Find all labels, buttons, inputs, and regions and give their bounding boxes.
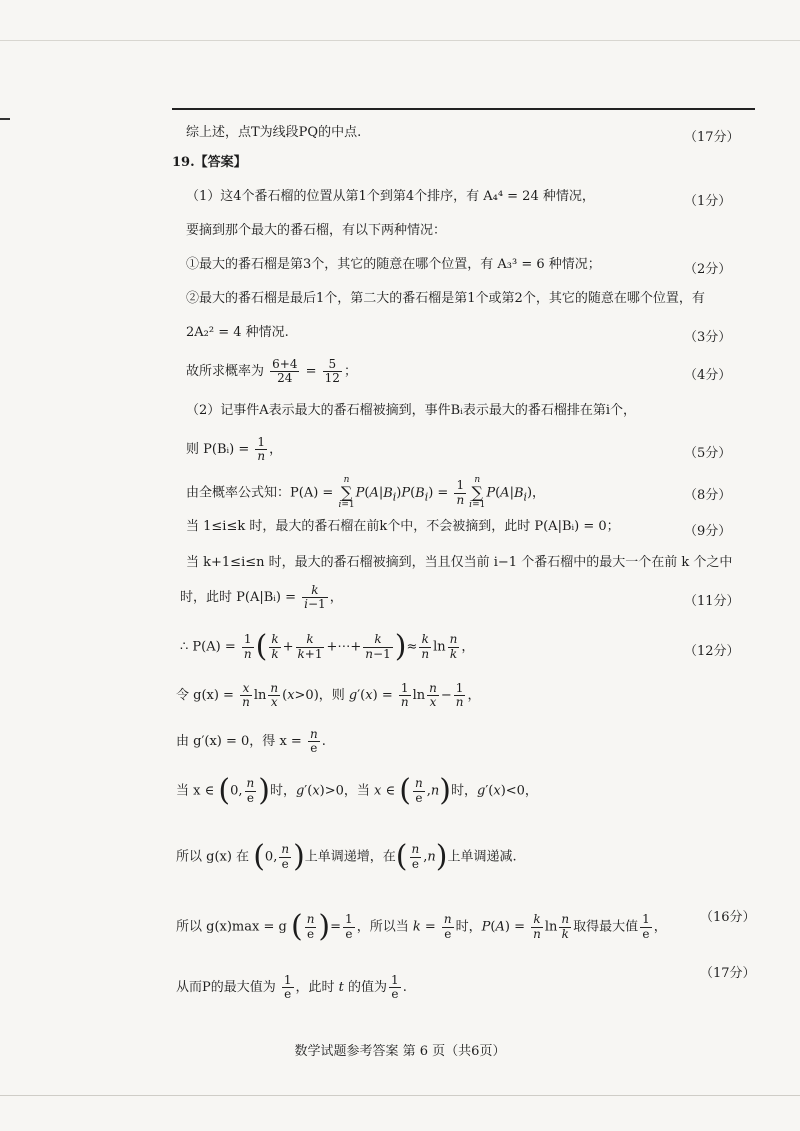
critical-point: 由 g′(x) = 0，得 x = $\frac{n}{e}$ . bbox=[176, 727, 326, 756]
case-small-i: 当 1≤i≤k 时，最大的番石榴在前k个中，不会被摘到，此时 P(A|Bᵢ) = 0； bbox=[186, 519, 620, 534]
final-label: 从而P的最大值为 bbox=[176, 980, 276, 996]
total-probability-line: 由全概率公式知：P(A) = n ∑ $i=1P(A|B_i)P(B_i)$ = $\frac{1}{n}$ n ∑ $i=1P(A|B_i)$， bbox=[186, 475, 546, 510]
fraction-b bbox=[323, 358, 342, 385]
part2-intro: （2）记事件A表示最大的番石榴被摘到，事件Bᵢ表示最大的番石榴排在第i个， bbox=[186, 403, 636, 418]
total-prob-label: 由全概率公式知：P(A) = bbox=[186, 485, 334, 501]
pb-line: 则 P(Bᵢ) = $\frac{1}{n}$ ， bbox=[186, 435, 283, 464]
fraction-b-den: 12 bbox=[324, 371, 340, 386]
maximum-line: 所以 g(x)max = g ( $\frac{n}{e}$ )= $\frac{1}{e}$ ，所以当 k = $\frac{n}{e}$ 时，P(A) = $\frac{k}{n}$ ln $\frac{n}{k}$ 取得最大值 $\frac{1}{e}$ ， bbox=[176, 909, 667, 944]
critical-label: 由 g′(x) = 0，得 x = bbox=[176, 734, 302, 750]
g-definition: 令 g(x) = $\frac{x}{n}$ ln $\frac{n}{x}$ (x>0)，则 g′(x) = $\frac{1}{n}$ ln $\frac{n}{x}$ − $\frac{1}{n}$ ， bbox=[176, 681, 481, 710]
g-label: 令 g(x) = bbox=[176, 688, 234, 704]
conditional-line: 时，此时 P(A|Bᵢ) = $\frac{k}{i-1}$ ， bbox=[180, 583, 343, 612]
probability-label: 故所求概率为 bbox=[186, 364, 265, 380]
score-9: （9分） bbox=[684, 524, 732, 539]
fraction-b-num: 5 bbox=[328, 357, 337, 371]
case-large-i: 当 k+1≤i≤n 时，最大的番石榴被摘到，当且仅当前 i−1 个番石榴中的最大一个在前 k 个之中 bbox=[186, 555, 733, 570]
score-12: （12分） bbox=[684, 644, 740, 659]
final-line: 从而P的最大值为 $\frac{1}{e}$ ，此时 t 的值为 $\frac{1}{e}$ . bbox=[176, 973, 407, 1002]
header-rule bbox=[172, 108, 755, 110]
page-footer: 数学试题参考答案 第 6 页（共6页） bbox=[294, 1044, 506, 1059]
pb-frac: $\frac{1}{n}$ bbox=[257, 435, 266, 464]
pb-label: 则 P(Bᵢ) = bbox=[186, 442, 250, 458]
answer-heading: 19.【答案】 bbox=[172, 155, 247, 170]
score-4: （4分） bbox=[684, 368, 732, 383]
scan-top-strip bbox=[0, 0, 800, 41]
conclusion-line: 综上述，点T为线段PQ的中点. bbox=[186, 125, 362, 140]
score-11: （11分） bbox=[684, 594, 740, 609]
probability-line: 故所求概率为 $\frac{6+4}{24}$ = $\frac{5}{12}$ ； bbox=[186, 357, 357, 386]
score-8: （8分） bbox=[684, 488, 732, 503]
sign-label: 当 x ∈ bbox=[176, 783, 215, 799]
score-17b: （17分） bbox=[700, 966, 756, 981]
sign-analysis: 当 x ∈ (0, $\frac{n}{e}$ )时，g′(x)>0，当 x ∈ ( $\frac{n}{e}$ ,n)时，g′(x)<0， bbox=[176, 773, 538, 808]
score-17a: （17分） bbox=[684, 130, 740, 145]
fraction-a bbox=[270, 358, 299, 385]
pa-label: ∴ P(A) = bbox=[180, 639, 236, 655]
score-1: （1分） bbox=[684, 194, 732, 209]
pa-sum-line: ∴ P(A) = $\frac{1}{n}$ ( $\frac{k}{k}$ + $\frac{k}{k+1}$ +⋯+ $\frac{k}{n-1}$ )≈ $\frac{k}{n}$ ln $\frac{n}{k}$ ， bbox=[180, 629, 475, 664]
monotonicity-label: 所以 g(x) 在 bbox=[176, 849, 250, 865]
case1-line: ①最大的番石榴是第3个，其它的随意在哪个位置，有 A₃³ = 6 种情况； bbox=[186, 257, 601, 272]
case2-count: 2A₂² = 4 种情况. bbox=[186, 325, 289, 340]
conditional-label: 时，此时 P(A|Bᵢ) = bbox=[180, 590, 296, 606]
bottom-rule bbox=[0, 1095, 800, 1096]
maximum-label: 所以 g(x)max = g bbox=[176, 919, 287, 935]
fraction-a-num: 6+4 bbox=[272, 357, 298, 371]
fraction-a-den: 24 bbox=[270, 371, 299, 385]
part1-line1: （1）这4个番石榴的位置从第1个到第4个排序，有 A₄⁴ = 24 种情况， bbox=[186, 189, 595, 204]
score-5: （5分） bbox=[684, 446, 732, 461]
edge-mark bbox=[0, 118, 10, 120]
case2-line: ②最大的番石榴是最后1个，第二大的番石榴是第1个或第2个，其它的随意在哪个位置，有 bbox=[186, 291, 705, 306]
monotonicity: 所以 g(x) 在 (0, $\frac{n}{e}$ )上单调递增，在( $\frac{n}{e}$ ,n)上单调递减. bbox=[176, 839, 517, 874]
score-2: （2分） bbox=[684, 262, 732, 277]
score-16: （16分） bbox=[700, 910, 756, 925]
part1-line2: 要摘到那个最大的番石榴，有以下两种情况： bbox=[186, 223, 447, 238]
score-3: （3分） bbox=[684, 330, 732, 345]
